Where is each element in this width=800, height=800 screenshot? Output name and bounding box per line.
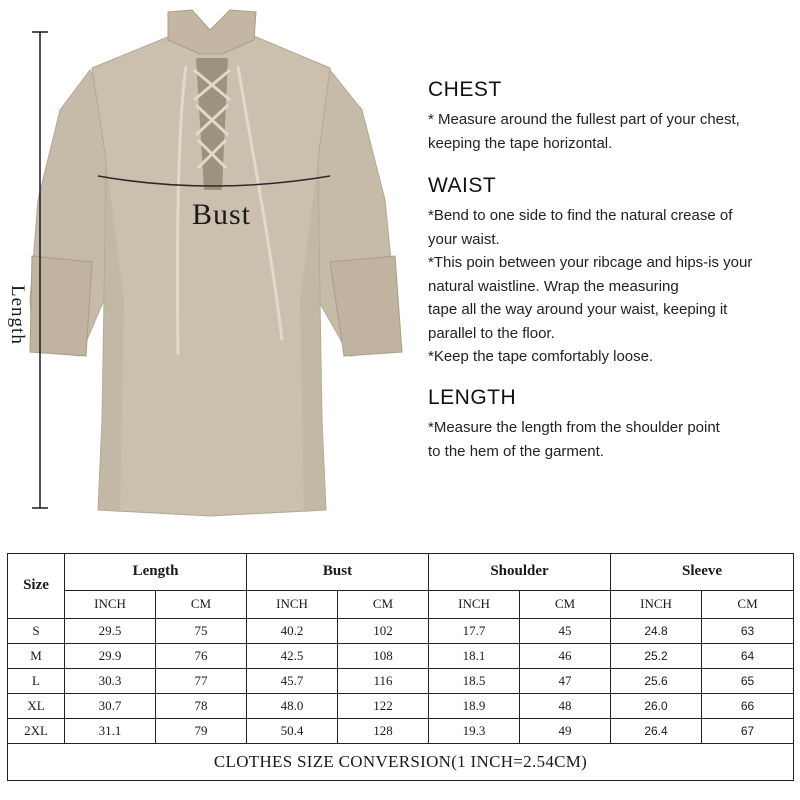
value-cell: 42.5	[247, 643, 338, 668]
unit-cm: CM	[520, 590, 611, 618]
table-row	[8, 719, 794, 744]
value-cell: 49	[520, 719, 611, 744]
value-cell: 18.9	[429, 694, 520, 719]
unit-cm: CM	[702, 590, 794, 618]
group-header-sleeve: Sleeve	[611, 554, 794, 591]
value-cell: 128	[338, 719, 429, 744]
group-header-shoulder: Shoulder	[429, 554, 611, 591]
value-cell: 26.4	[611, 719, 702, 744]
value-cell: 122	[338, 694, 429, 719]
value-cell: 17.7	[429, 618, 520, 643]
value-cell: 31.1	[65, 719, 156, 744]
size-table	[7, 553, 794, 781]
waist-line: *Bend to one side to find the natural crease of	[428, 207, 733, 224]
waist-line: *This poin between your ribcage and hips-is your	[428, 254, 753, 271]
guide-chest	[428, 78, 798, 155]
value-cell: 18.5	[429, 669, 520, 694]
waist-title: WAIST	[428, 174, 497, 197]
value-cell: 63	[702, 618, 794, 643]
guide-length	[428, 386, 798, 463]
value-cell: 46	[520, 643, 611, 668]
value-cell: 108	[338, 643, 429, 668]
value-cell: 29.9	[65, 643, 156, 668]
value-cell: 79	[156, 719, 247, 744]
unit-cm: CM	[156, 590, 247, 618]
length-title: LENGTH	[428, 386, 517, 409]
value-cell: 116	[338, 669, 429, 694]
unit-cm: CM	[338, 590, 429, 618]
value-cell: 67	[702, 719, 794, 744]
bust-label: Bust	[192, 198, 252, 231]
value-cell: 47	[520, 669, 611, 694]
size-cell: S	[8, 618, 65, 643]
size-conversion-note: CLOTHES SIZE CONVERSION(1 INCH=2.54CM)	[8, 744, 794, 781]
group-header-bust: Bust	[247, 554, 429, 591]
table-row	[8, 618, 794, 643]
length-line: *Measure the length from the shoulder point	[428, 419, 720, 436]
waist-line: parallel to the floor.	[428, 324, 555, 342]
value-cell: 45	[520, 618, 611, 643]
shirt-image	[0, 0, 420, 530]
unit-inch: INCH	[429, 590, 520, 618]
chest-line: * Measure around the fullest part of your chest,	[428, 111, 740, 128]
chest-title: CHEST	[428, 78, 502, 101]
unit-inch: INCH	[65, 590, 156, 618]
value-cell: 19.3	[429, 719, 520, 744]
shirt-illustration	[0, 0, 420, 530]
unit-inch: INCH	[611, 590, 702, 618]
table-row	[8, 643, 794, 668]
value-cell: 66	[702, 694, 794, 719]
value-cell: 40.2	[247, 618, 338, 643]
table-row	[8, 694, 794, 719]
value-cell: 75	[156, 618, 247, 643]
value-cell: 64	[702, 643, 794, 668]
value-cell: 48.0	[247, 694, 338, 719]
value-cell: 18.1	[429, 643, 520, 668]
size-cell: 2XL	[8, 719, 65, 744]
value-cell: 30.7	[65, 694, 156, 719]
value-cell: 45.7	[247, 669, 338, 694]
value-cell: 29.5	[65, 618, 156, 643]
waist-line: tape all the way around your waist, keeping it	[428, 301, 728, 318]
value-cell: 77	[156, 669, 247, 694]
size-header: Size	[8, 554, 65, 619]
value-cell: 24.8	[611, 618, 702, 643]
value-cell: 78	[156, 694, 247, 719]
waist-line: *Keep the tape comfortably loose.	[428, 348, 654, 365]
value-cell: 25.6	[611, 669, 702, 694]
value-cell: 26.0	[611, 694, 702, 719]
unit-inch: INCH	[247, 590, 338, 618]
length-line: to the hem of the garment.	[428, 442, 604, 460]
value-cell: 65	[702, 669, 794, 694]
size-cell: XL	[8, 694, 65, 719]
table-row	[8, 669, 794, 694]
value-cell: 30.3	[65, 669, 156, 694]
value-cell: 25.2	[611, 643, 702, 668]
waist-line: your waist.	[428, 230, 500, 248]
guide-waist	[428, 174, 798, 369]
size-cell: M	[8, 643, 65, 668]
value-cell: 102	[338, 618, 429, 643]
value-cell: 76	[156, 643, 247, 668]
value-cell: 50.4	[247, 719, 338, 744]
chest-line: keeping the tape horizontal.	[428, 134, 613, 152]
length-label: Length	[7, 285, 28, 345]
value-cell: 48	[520, 694, 611, 719]
waist-line: natural waistline. Wrap the measuring	[428, 277, 679, 295]
group-header-length: Length	[65, 554, 247, 591]
size-cell: L	[8, 669, 65, 694]
